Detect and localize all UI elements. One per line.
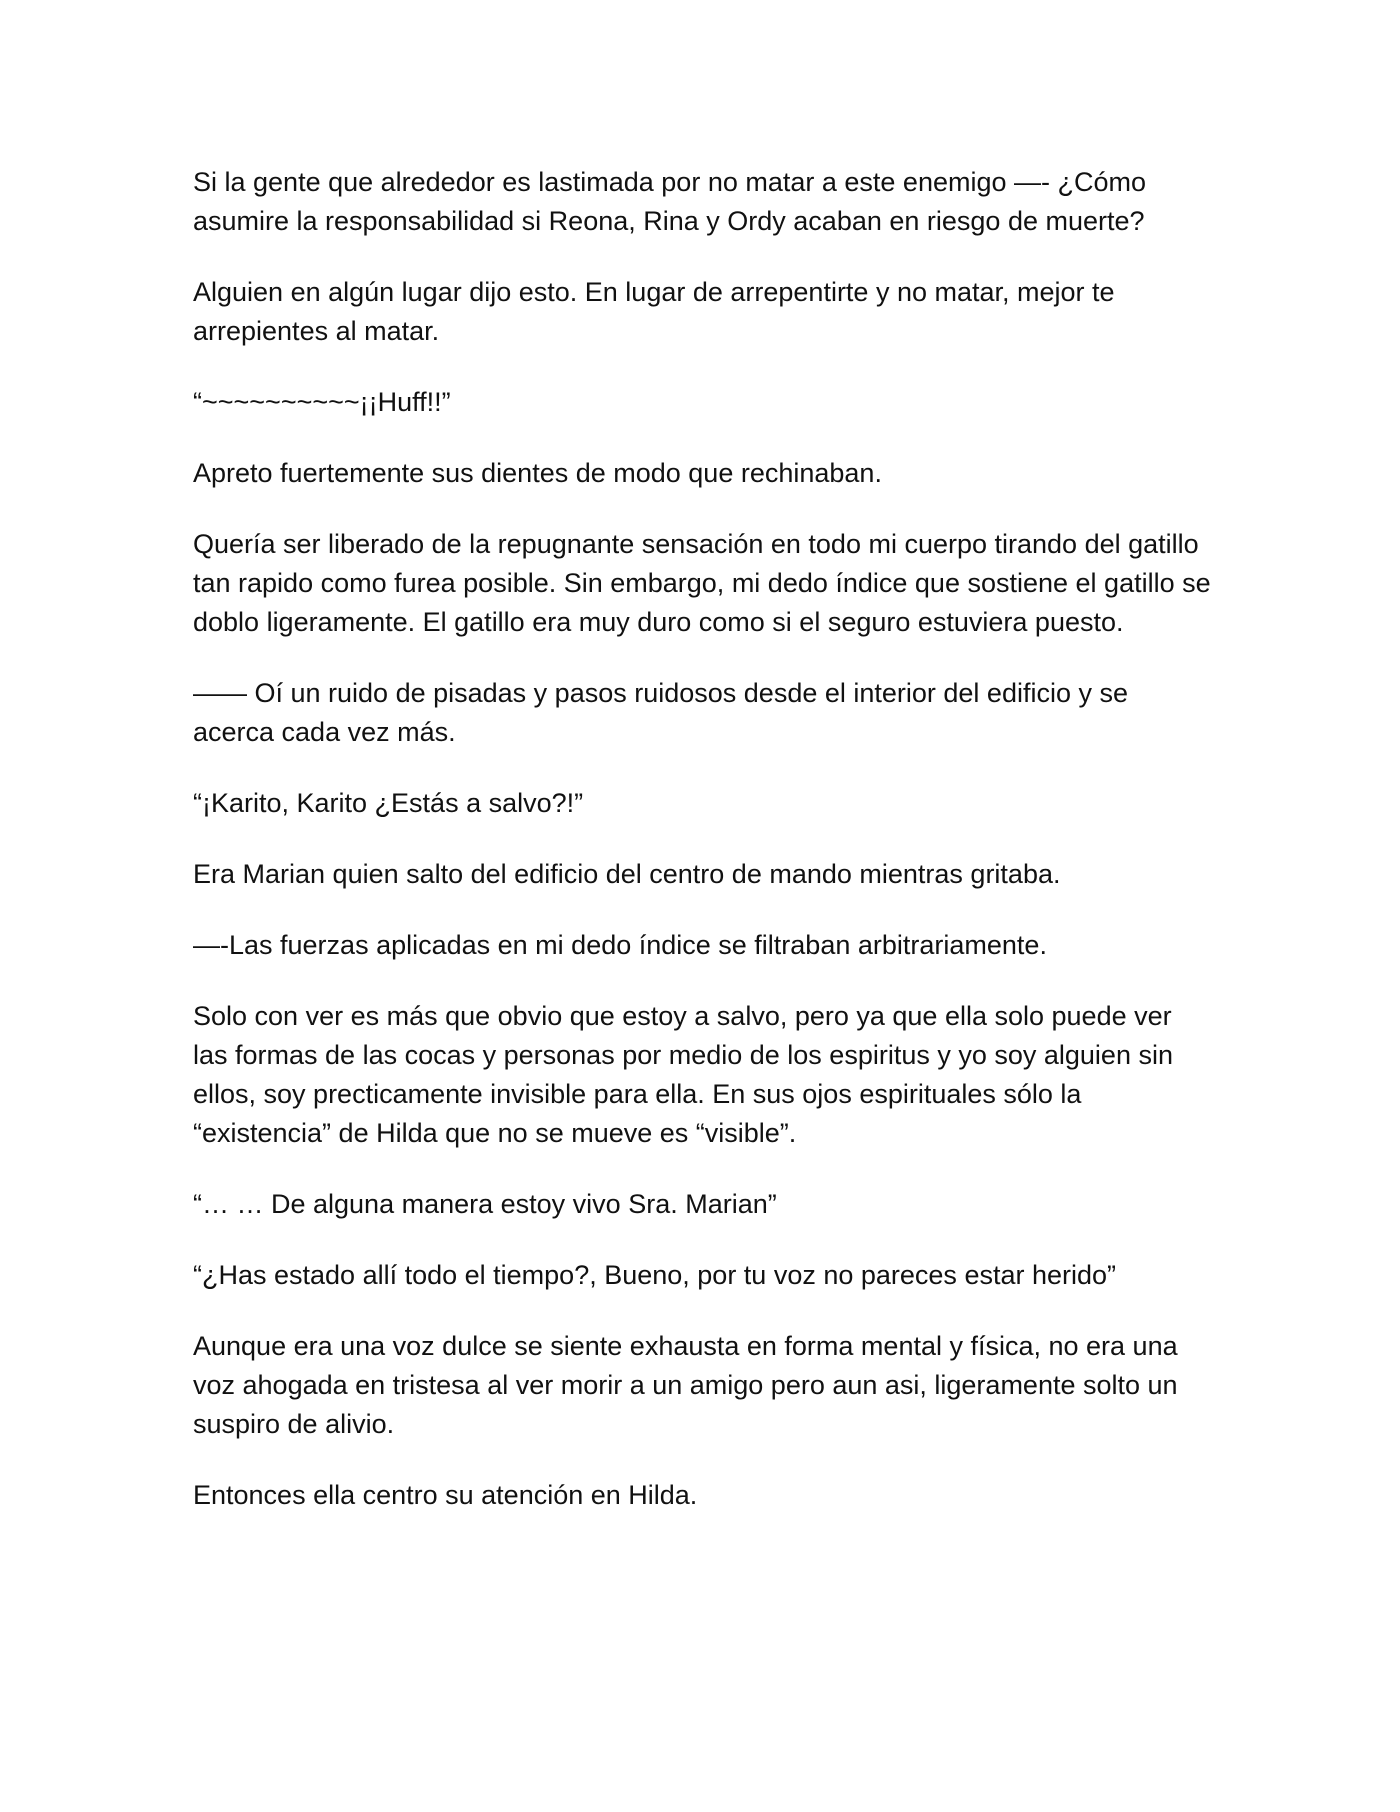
paragraph-2: Alguien en algún lugar dijo esto. En lugar de arrepentirte y no matar, mejor te arrepientes al matar. — [193, 277, 1115, 346]
paragraph-13: Aunque era una voz dulce se siente exhausta en forma mental y física, no era una voz ahogada en tristesa al ver morir a un amigo pero aun asi, ligeramente solto un suspiro de alivio. — [193, 1331, 1178, 1439]
paragraph-11: “… … De alguna manera estoy vivo Sra. Marian” — [193, 1189, 777, 1219]
paragraph-6: —— Oí un ruido de pisadas y pasos ruidosos desde el interior del edificio y se acerca cada vez más. — [193, 678, 1128, 747]
paragraph-12: “¿Has estado allí todo el tiempo?, Bueno, por tu voz no pareces estar herido” — [193, 1260, 1117, 1290]
paragraph-10: Solo con ver es más que obvio que estoy a salvo, pero ya que ella solo puede ver las formas de las cocas y personas por medio de los espiritus y yo soy alguien sin ellos, soy precticamente invisible para ella. En sus ojos espirituales sólo la “existencia” de Hilda que no se mueve es “visible”. — [193, 1001, 1173, 1148]
document-body — [193, 163, 1213, 1547]
paragraph-1: Si la gente que alrededor es lastimada por no matar a este enemigo —- ¿Cómo asumire la responsabilidad si Reona, Rina y Ordy acaban en riesgo de muerte? — [193, 167, 1147, 236]
paragraph-14: Entonces ella centro su atención en Hilda. — [193, 1480, 698, 1510]
paragraph-3: “~~~~~~~~~~¡¡Huff!!” — [193, 387, 451, 417]
paragraph-8: Era Marian quien salto del edificio del centro de mando mientras gritaba. — [193, 859, 1061, 889]
paragraph-9: —-Las fuerzas aplicadas en mi dedo índice se filtraban arbitrariamente. — [193, 930, 1047, 960]
paragraph-7: “¡Karito, Karito ¿Estás a salvo?!” — [193, 788, 584, 818]
paragraph-4: Apreto fuertemente sus dientes de modo que rechinaban. — [193, 458, 882, 488]
paragraph-5: Quería ser liberado de la repugnante sensación en todo mi cuerpo tirando del gatillo tan rapido como furea posible. Sin embargo, mi dedo índice que sostiene el gatillo se doblo ligeramente. El gatillo era muy duro como si el seguro estuviera puesto. — [193, 529, 1211, 637]
